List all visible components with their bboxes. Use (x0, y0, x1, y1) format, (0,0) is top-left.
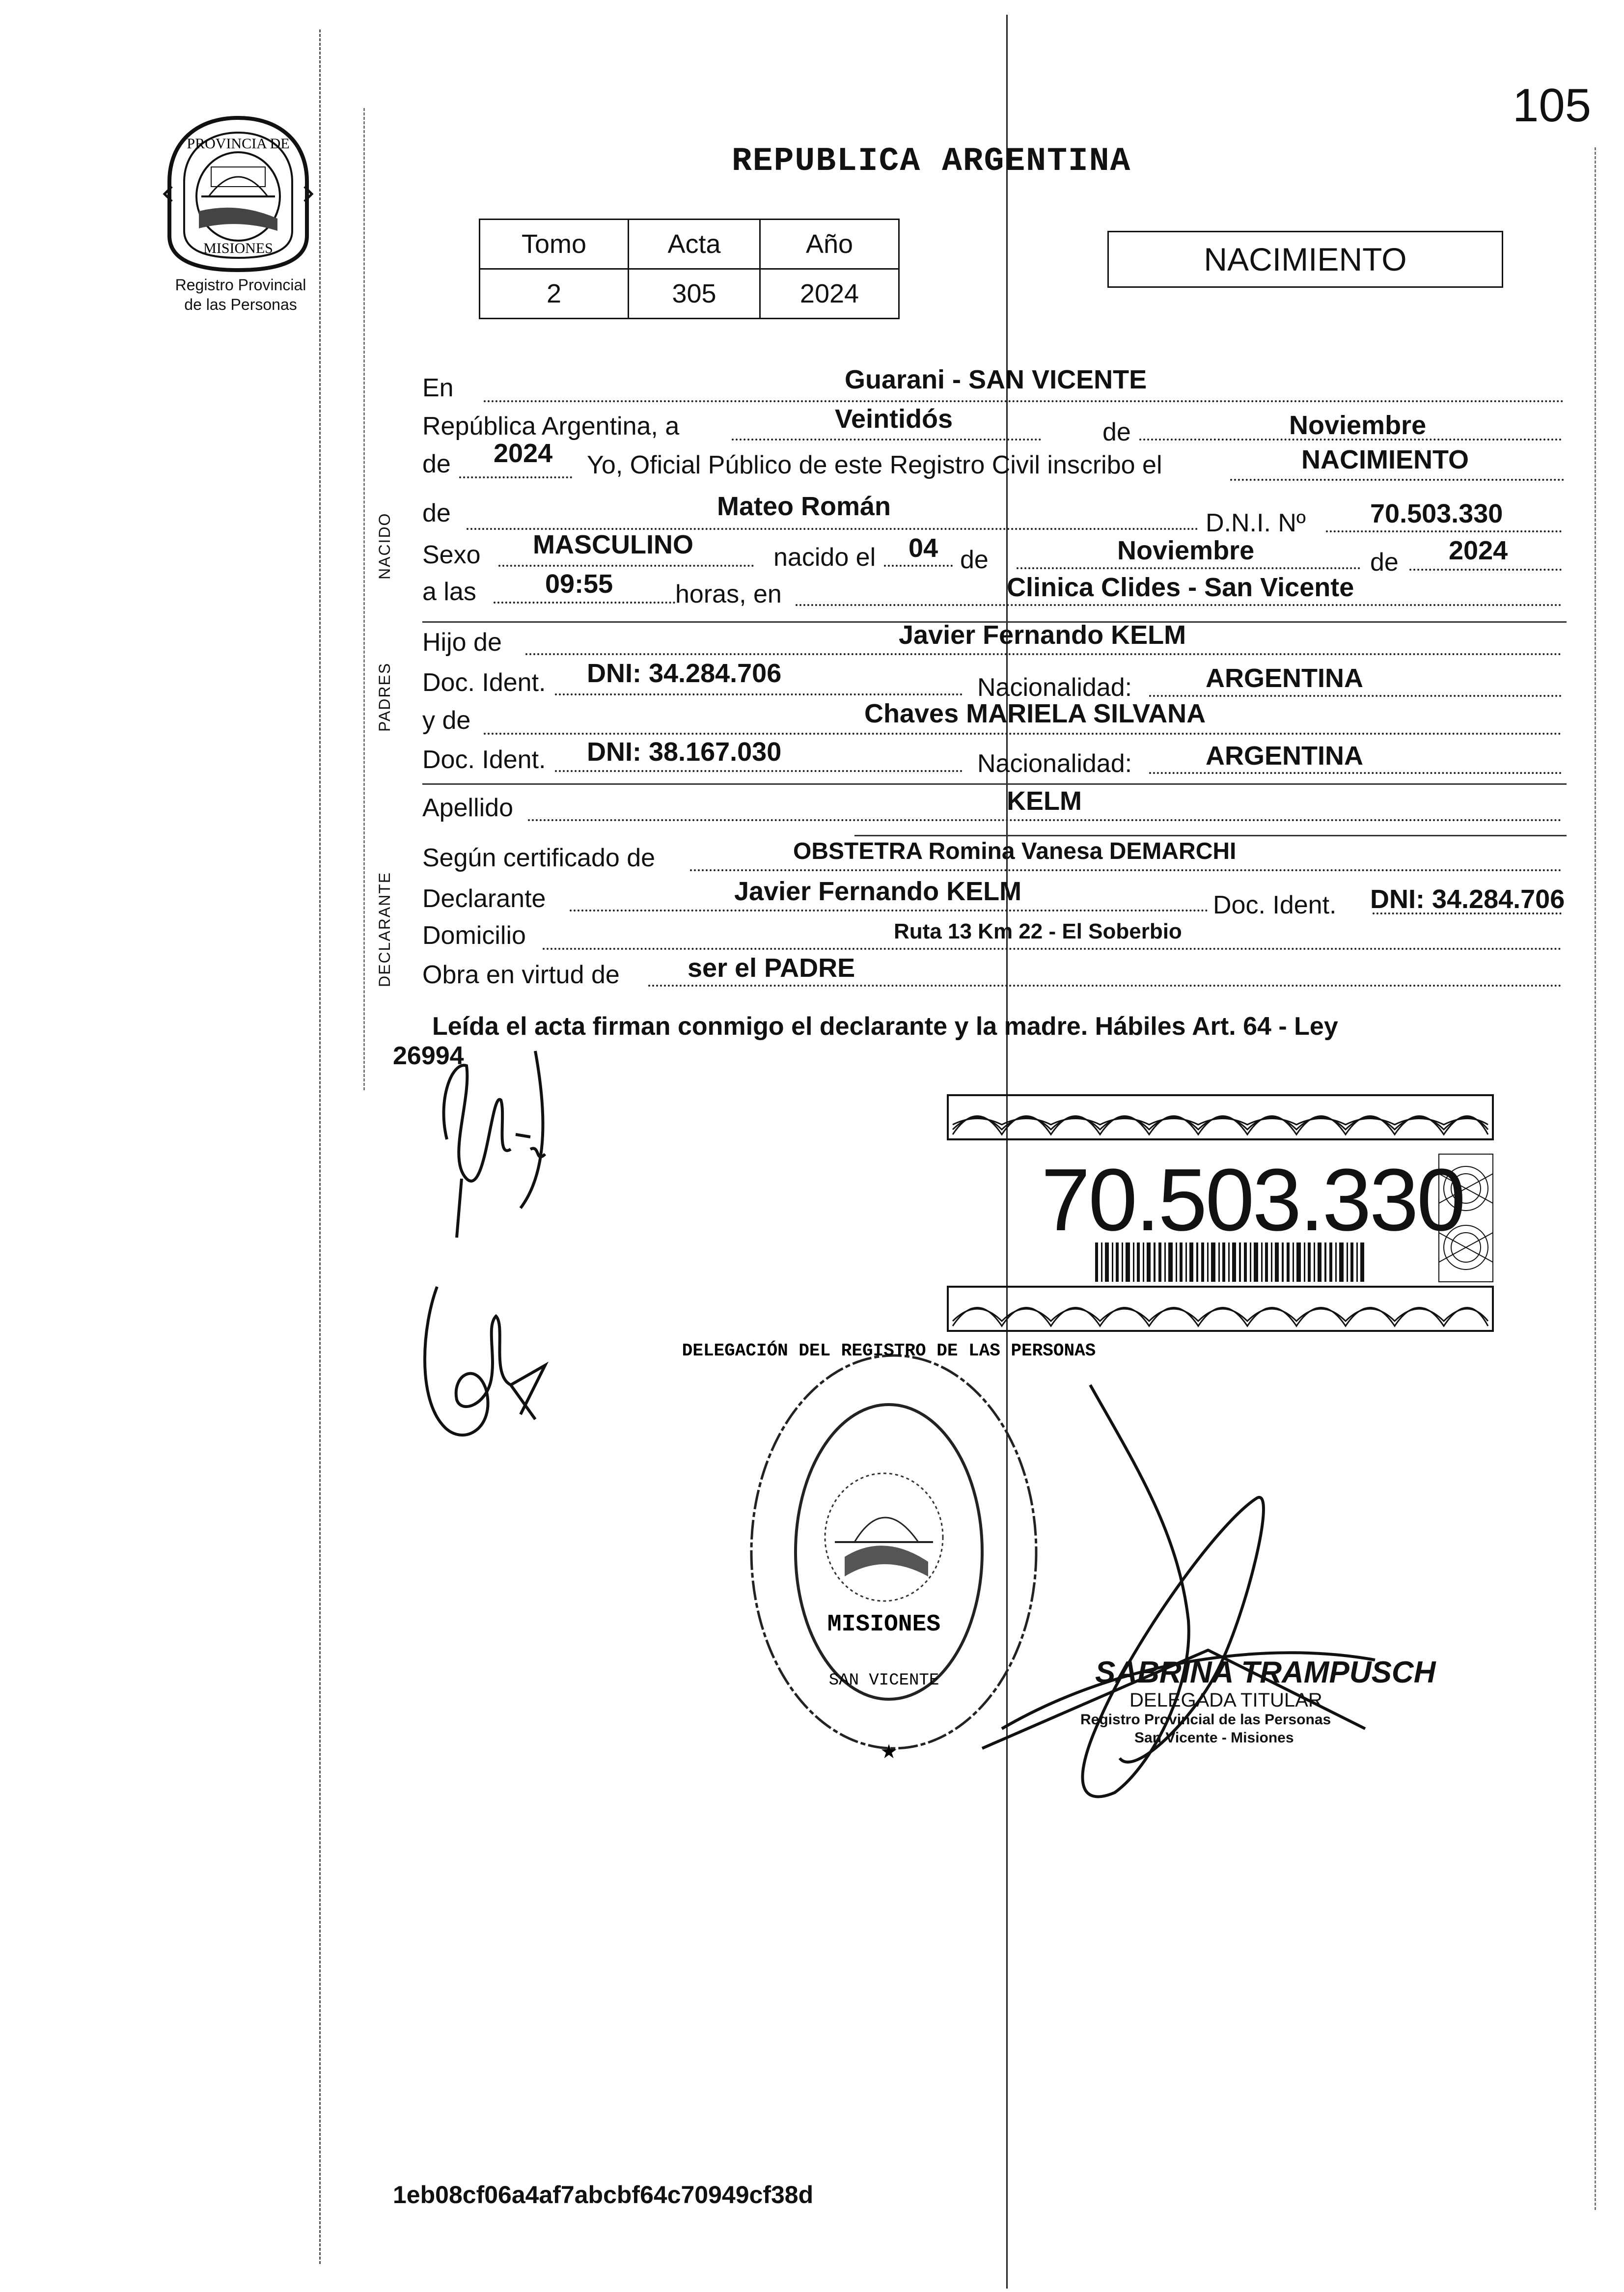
side-label-declarante: DECLARANTE (376, 871, 393, 987)
mother-doc-value: DNI: 38.167.030 (587, 737, 782, 767)
registry-table-value-row (480, 269, 899, 319)
en-label: En (422, 374, 454, 402)
de-label: de (1102, 418, 1131, 446)
surname-value: KELM (1007, 786, 1082, 816)
hijo-de-label: Hijo de (422, 628, 502, 657)
page-number: 105 (1513, 79, 1592, 132)
document-hash: 1eb08cf06a4af7abcbf64c70949cf38d (393, 2181, 814, 2209)
official-office: Registro Provincial de las Personas (1080, 1712, 1331, 1728)
child-dni-value: 70.503.330 (1370, 499, 1503, 528)
birth-year-value: 2024 (1449, 536, 1508, 565)
obra-value: ser el PADRE (688, 953, 855, 983)
divider (422, 783, 1567, 785)
barcode-number: 70.503.330 (1041, 1151, 1464, 1249)
registry-table-header-row (480, 220, 899, 269)
registry-value-ano: 2024 (760, 269, 899, 319)
side-label-padres: PADRES (376, 662, 393, 732)
inscribo-value: NACIMIENTO (1301, 445, 1469, 474)
father-name-value: Javier Fernando KELM (899, 620, 1186, 650)
mother-nationality-value: ARGENTINA (1206, 741, 1363, 771)
act-type-box: NACIMIENTO (1107, 231, 1503, 288)
closing-text-line2: 26994 (393, 1042, 464, 1070)
de5-label: de (1370, 548, 1399, 577)
form-line-en (422, 371, 454, 405)
birth-month-value: Noviembre (1117, 536, 1255, 565)
certificate-value: OBSTETRA Romina Vanesa DEMARCHI (793, 838, 1237, 864)
registry-value-acta: 305 (629, 269, 760, 319)
registry-header-tomo: Tomo (480, 220, 629, 269)
sexo-value: MASCULINO (533, 530, 693, 559)
doc-ident-label-mother: Doc. Ident. (422, 746, 546, 774)
registry-header-ano: Año (760, 220, 899, 269)
father-nationality-value: ARGENTINA (1206, 663, 1363, 693)
document-title: REPUBLICA ARGENTINA (732, 142, 1131, 180)
child-name-value: Mateo Román (717, 492, 891, 521)
obra-label: Obra en virtud de (422, 961, 620, 989)
declarant-doc-label: Doc. Ident. (1213, 891, 1337, 919)
nacido-el-label: nacido el (773, 543, 876, 572)
left-margin-dash (319, 29, 321, 2264)
de4-label: de (960, 546, 989, 574)
apellido-label: Apellido (422, 794, 514, 822)
declarant-doc-value: DNI: 34.284.706 (1370, 884, 1565, 914)
seal-star: ★ (880, 1741, 898, 1763)
mother-name-value: Chaves MARIELA SILVANA (864, 699, 1206, 728)
birth-place-value: Clinica Clides - San Vicente (1007, 573, 1354, 602)
mother-signature (413, 1267, 560, 1454)
de3-label: de (422, 499, 451, 527)
horas-en-label: horas, en (675, 580, 782, 608)
month-value: Noviembre (1289, 411, 1427, 440)
declarant-name-value: Javier Fernando KELM (734, 877, 1022, 906)
doc-ident-label-father: Doc. Ident. (422, 668, 546, 697)
day-value: Veintidós (835, 404, 953, 434)
province-coat-of-arms-logo (162, 113, 314, 275)
official-office-location: San Vicente - Misiones (1134, 1730, 1294, 1746)
a-las-label: a las (422, 578, 476, 606)
official-signature (972, 1375, 1414, 1817)
y-de-label: y de (422, 706, 471, 735)
official-role: DELEGADA TITULAR (1129, 1689, 1322, 1711)
domicilio-label: Domicilio (422, 921, 526, 950)
dni-label: D.N.I. Nº (1206, 509, 1306, 537)
seal-inner-text: MISIONES (827, 1611, 941, 1638)
seal-outer-text: DELEGACIÓN DEL REGISTRO DE LAS PERSONAS (682, 1341, 1096, 1361)
registry-header-acta: Acta (629, 220, 760, 269)
logo-caption-line1: Registro Provincial (175, 276, 306, 294)
logo-bottom-text: MISIONES (203, 240, 273, 256)
republica-label: República Argentina, a (422, 412, 680, 441)
registry-table (479, 219, 900, 319)
left-margin-dash-secondary (363, 108, 365, 1090)
year-value: 2024 (494, 439, 553, 468)
sexo-label: Sexo (422, 541, 481, 569)
logo-caption (157, 275, 324, 314)
hour-value: 09:55 (545, 569, 613, 599)
right-margin-dash (1595, 147, 1596, 2210)
certificado-label: Según certificado de (422, 844, 656, 872)
logo-caption-line2: de las Personas (184, 296, 297, 313)
declarante-label: Declarante (422, 884, 546, 913)
closing-text-line1: Leída el acta firman conmigo el declarante y la madre. Hábiles Art. 64 - Ley (432, 1012, 1338, 1041)
address-value: Ruta 13 Km 22 - El Soberbio (894, 919, 1182, 943)
oficial-text: Yo, Oficial Público de este Registro Civil inscribo el (587, 451, 1162, 479)
seal-lower-text: SAN VICENTE (828, 1671, 939, 1690)
nacionalidad-label-mother: Nacionalidad: (977, 749, 1132, 778)
declarant-signature (417, 1031, 565, 1238)
dots (484, 400, 1564, 402)
official-name: SABRINA TRAMPUSCH (1095, 1656, 1436, 1689)
nacionalidad-label-father: Nacionalidad: (977, 673, 1132, 702)
place-value: Guarani - SAN VICENTE (845, 365, 1147, 394)
divider (854, 835, 1567, 836)
logo-top-text: PROVINCIA DE (187, 136, 290, 152)
side-label-nacido: NACIDO (376, 512, 393, 580)
registry-value-tomo: 2 (480, 269, 629, 319)
birth-day-value: 04 (908, 533, 938, 563)
father-doc-value: DNI: 34.284.706 (587, 659, 782, 688)
de2-label: de (422, 450, 451, 478)
